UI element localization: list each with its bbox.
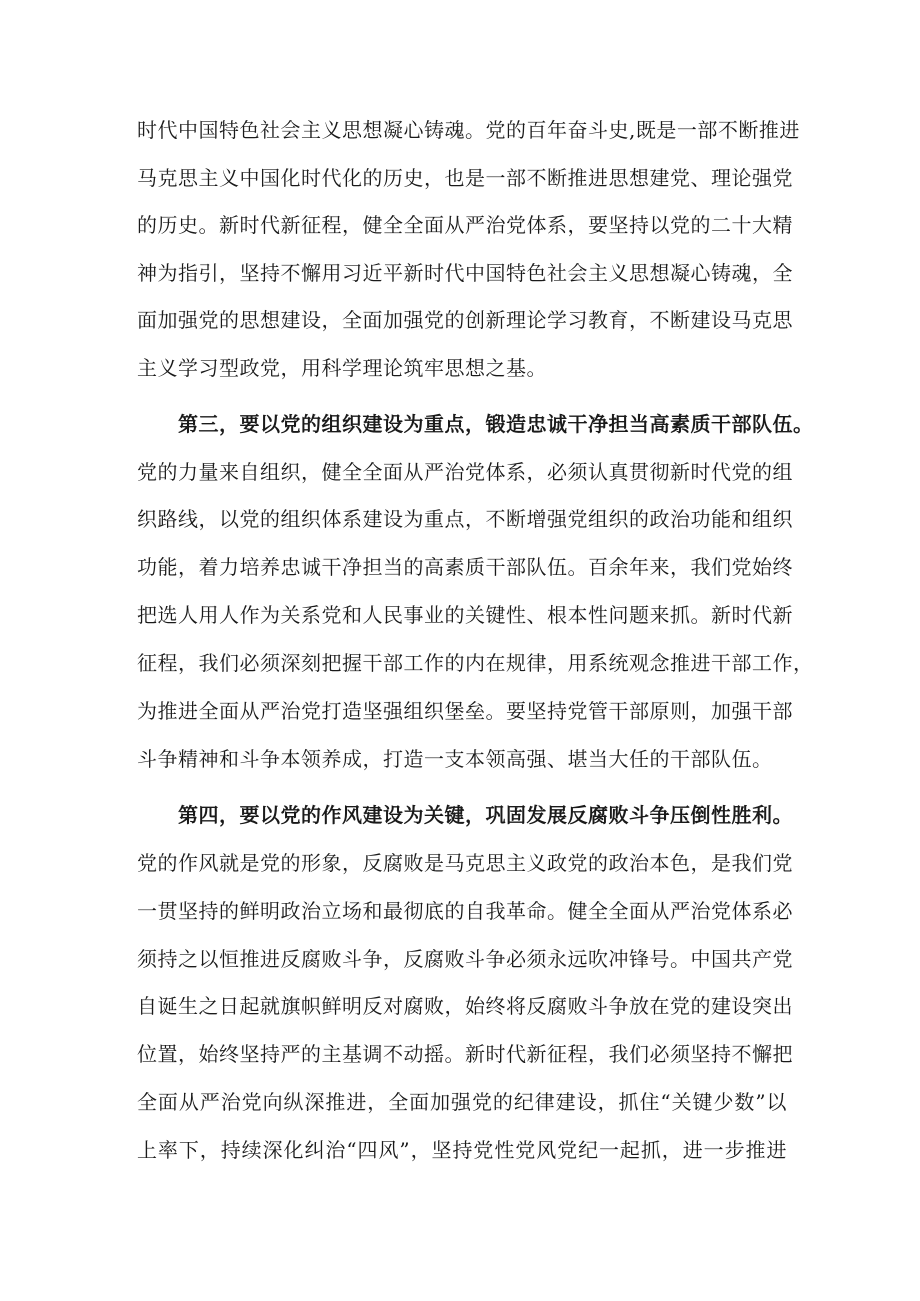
section-heading-4: 第四，要以党的作风建设为关键，巩固发展反腐败斗争压倒性胜利。 xyxy=(178,803,793,827)
text-line: 的历史。新时代新征程，健全全面从严治党体系，要坚持以党的二十大精 xyxy=(137,213,793,237)
text-line: 须持之以恒推进反腐败斗争，反腐败斗争必须永远吹冲锋号。中国共产党 xyxy=(137,947,793,971)
text-line: 党的作风就是党的形象，反腐败是马克思主义政党的政治本色，是我们党 xyxy=(137,851,793,875)
text-line: 时代中国特色社会主义思想凝心铸魂。党的百年奋斗史,既是一部不断推进 xyxy=(137,118,800,142)
text-line: 主义学习型政党，用科学理论筑牢思想之基。 xyxy=(137,356,547,380)
text-line: 党的力量来自组织，健全全面从严治党体系，必须认真贯彻新时代党的组 xyxy=(137,460,793,484)
text-line: 自诞生之日起就旗帜鲜明反对腐败，始终将反腐败斗争放在党的建设突出 xyxy=(137,994,793,1018)
text-line: 一贯坚持的鲜明政治立场和最彻底的自我革命。健全全面从严治党体系必 xyxy=(137,899,793,923)
text-line: 征程，我们必须深刻把握干部工作的内在规律，用系统观念推进干部工作， xyxy=(137,651,814,675)
section-heading-3: 第三，要以党的组织建设为重点，锻造忠诚干净担当高素质干部队伍。 xyxy=(178,412,814,436)
text-line: 全面从严治党向纵深推进，全面加强党的纪律建设，抓住“关键少数”以 xyxy=(137,1090,787,1114)
text-line: 功能，着力培养忠诚干净担当的高素质干部队伍。百余年来，我们党始终 xyxy=(137,555,793,579)
text-line: 把选人用人作为关系党和人民事业的关键性、根本性问题来抓。新时代新 xyxy=(137,603,793,627)
text-line: 为推进全面从严治党打造坚强组织堡垒。要坚持党管干部原则，加强干部 xyxy=(137,699,793,723)
text-line: 斗争精神和斗争本领养成，打造一支本领高强、堪当大任的干部队伍。 xyxy=(137,747,773,771)
text-line: 位置，始终坚持严的主基调不动摇。新时代新征程，我们必须坚持不懈把 xyxy=(137,1042,793,1066)
text-line: 面加强党的思想建设，全面加强党的创新理论学习教育，不断建设马克思 xyxy=(137,308,793,332)
text-line: 织路线，以党的组织体系建设为重点，不断增强党组织的政治功能和组织 xyxy=(137,507,793,531)
text-line: 神为指引，坚持不懈用习近平新时代中国特色社会主义思想凝心铸魂，全 xyxy=(137,261,793,285)
text-line: 马克思主义中国化时代化的历史，也是一部不断推进思想建党、理论强党 xyxy=(137,166,793,190)
text-line: 上率下，持续深化纠治“四风”，坚持党性党风党纪一起抓，进一步推进 xyxy=(137,1138,787,1162)
